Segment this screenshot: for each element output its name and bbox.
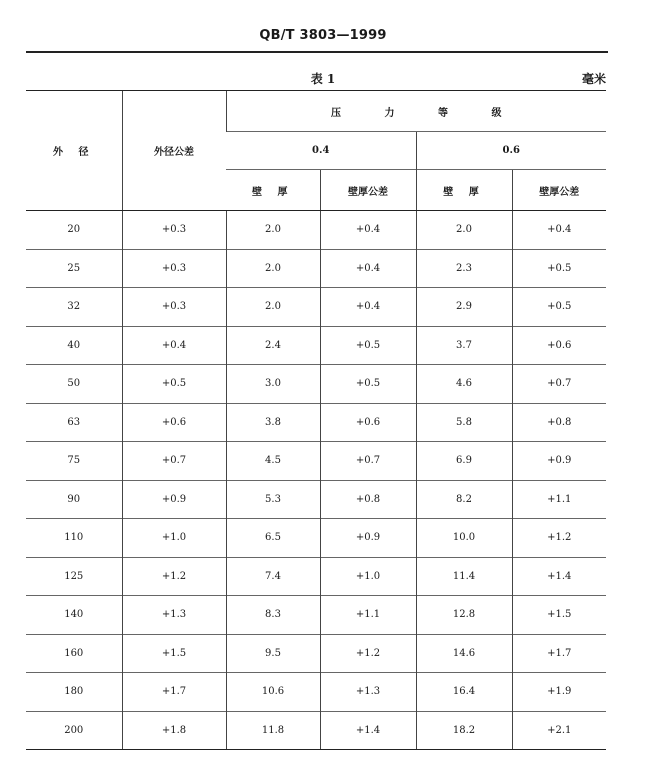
wall-tolerance-0-6-cell: +2.1 xyxy=(512,711,606,750)
outer-diameter-header: 外 径 xyxy=(26,91,122,211)
table-row xyxy=(26,634,606,673)
wall-tolerance-0-4-cell: +0.9 xyxy=(320,519,416,558)
od-tolerance-cell: +0.3 xyxy=(122,288,226,327)
grade-0-6-header: 0.6 xyxy=(416,132,606,170)
wall-thickness-0-4-cell: 2.0 xyxy=(226,288,320,327)
outer-diameter-cell: 125 xyxy=(26,557,122,596)
wall-tolerance-0-4-cell: +0.4 xyxy=(320,211,416,250)
wall-tolerance-0-6-cell: +1.1 xyxy=(512,480,606,519)
wall-tolerance-0-6-cell: +0.5 xyxy=(512,249,606,288)
od-tolerance-cell: +0.3 xyxy=(122,249,226,288)
od-tolerance-cell: +0.5 xyxy=(122,365,226,404)
wall-thickness-0-4-cell: 8.3 xyxy=(226,596,320,635)
wall-tolerance-0-6-cell: +1.9 xyxy=(512,673,606,712)
table-row xyxy=(26,596,606,635)
od-tolerance-cell: +0.7 xyxy=(122,442,226,481)
wall-thickness-0-4-cell: 7.4 xyxy=(226,557,320,596)
unit-label: 毫米 xyxy=(581,72,606,86)
od-tolerance-cell: +1.8 xyxy=(122,711,226,750)
wall-tolerance-0-6-cell: +0.6 xyxy=(512,326,606,365)
wall-thickness-0-6-cell: 16.4 xyxy=(416,673,512,712)
wall-thickness-0-6-cell: 4.6 xyxy=(416,365,512,404)
outer-diameter-cell: 63 xyxy=(26,403,122,442)
wall-tolerance-0-4-cell: +1.0 xyxy=(320,557,416,596)
pressure-grade-header: 压 力 等 级 xyxy=(226,91,606,132)
wall-tolerance-0-4-cell: +0.4 xyxy=(320,249,416,288)
wall-tolerance-0-6-cell: +1.5 xyxy=(512,596,606,635)
table-caption: 表 1 xyxy=(310,72,336,86)
od-tolerance-cell: +0.9 xyxy=(122,480,226,519)
wall-tolerance-0-6-cell: +0.9 xyxy=(512,442,606,481)
wall-tolerance-0-6-cell: +0.4 xyxy=(512,211,606,250)
wall-tolerance-0-4-cell: +0.8 xyxy=(320,480,416,519)
outer-diameter-cell: 40 xyxy=(26,326,122,365)
wall-thickness-0-6-cell: 11.4 xyxy=(416,557,512,596)
table-row xyxy=(26,442,606,481)
od-tolerance-cell: +0.6 xyxy=(122,403,226,442)
wall-thickness-0-6-cell: 18.2 xyxy=(416,711,512,750)
wall-tolerance-0-4-cell: +0.5 xyxy=(320,365,416,404)
outer-diameter-cell: 140 xyxy=(26,596,122,635)
wall-tolerance-0-4-cell: +0.7 xyxy=(320,442,416,481)
wall-thickness-0-4-cell: 5.3 xyxy=(226,480,320,519)
od-tolerance-cell: +1.2 xyxy=(122,557,226,596)
table-row xyxy=(26,673,606,712)
wall-tolerance-header-0-6: 壁厚公差 xyxy=(512,170,606,211)
wall-thickness-0-4-cell: 10.6 xyxy=(226,673,320,712)
od-tolerance-cell: +1.3 xyxy=(122,596,226,635)
table-row xyxy=(26,403,606,442)
wall-thickness-0-6-cell: 2.0 xyxy=(416,211,512,250)
outer-diameter-cell: 110 xyxy=(26,519,122,558)
outer-diameter-cell: 32 xyxy=(26,288,122,327)
header-rule xyxy=(26,51,608,53)
wall-thickness-0-6-cell: 5.8 xyxy=(416,403,512,442)
wall-tolerance-0-6-cell: +1.7 xyxy=(512,634,606,673)
outer-diameter-cell: 20 xyxy=(67,224,81,236)
od-tolerance-header: 外径公差 xyxy=(122,91,226,211)
table-row xyxy=(26,249,606,288)
wall-thickness-header-0-6: 壁 厚 xyxy=(416,170,512,211)
table-row xyxy=(26,480,606,519)
wall-tolerance-0-6-cell: +0.8 xyxy=(512,403,606,442)
wall-thickness-0-6-cell: 3.7 xyxy=(416,326,512,365)
wall-thickness-0-6-cell: 6.9 xyxy=(416,442,512,481)
table-row xyxy=(26,211,606,250)
outer-diameter-cell: 25 xyxy=(26,249,122,288)
table-row xyxy=(26,557,606,596)
wall-thickness-header-0-4: 壁 厚 xyxy=(226,170,320,211)
wall-thickness-0-4-cell: 9.5 xyxy=(226,634,320,673)
wall-tolerance-0-6-cell: +0.7 xyxy=(512,365,606,404)
standard-code: QB/T 3803—1999 xyxy=(259,28,387,43)
wall-thickness-0-4-cell: 2.4 xyxy=(226,326,320,365)
table-row xyxy=(26,288,606,327)
wall-thickness-0-6-cell: 10.0 xyxy=(416,519,512,558)
wall-thickness-0-4-cell: 11.8 xyxy=(226,711,320,750)
wall-thickness-0-4-cell: 2.0 xyxy=(226,249,320,288)
od-tolerance-cell: +1.5 xyxy=(122,634,226,673)
od-tolerance-cell: +1.0 xyxy=(122,519,226,558)
wall-tolerance-0-6-cell: +0.5 xyxy=(512,288,606,327)
wall-tolerance-0-4-cell: +0.5 xyxy=(320,326,416,365)
wall-thickness-0-4-cell: 4.5 xyxy=(226,442,320,481)
wall-tolerance-0-4-cell: +1.1 xyxy=(320,596,416,635)
outer-diameter-cell: 90 xyxy=(26,480,122,519)
wall-thickness-0-4-cell: 6.5 xyxy=(226,519,320,558)
wall-thickness-0-4-cell: 2.0 xyxy=(226,211,320,250)
wall-thickness-0-4-cell: 3.8 xyxy=(226,403,320,442)
od-tolerance-cell: +0.3 xyxy=(122,211,226,250)
spec-table xyxy=(26,90,606,750)
outer-diameter-cell: 180 xyxy=(26,673,122,712)
wall-tolerance-0-4-cell: +0.4 xyxy=(320,288,416,327)
wall-tolerance-0-6-cell: +1.2 xyxy=(512,519,606,558)
outer-diameter-cell: 200 xyxy=(26,711,122,750)
outer-diameter-cell: 160 xyxy=(26,634,122,673)
wall-thickness-0-6-cell: 2.9 xyxy=(416,288,512,327)
table-row xyxy=(26,519,606,558)
od-tolerance-cell: +0.4 xyxy=(122,326,226,365)
wall-thickness-0-6-cell: 2.3 xyxy=(416,249,512,288)
od-tolerance-cell: +1.7 xyxy=(122,673,226,712)
wall-tolerance-0-4-cell: +1.4 xyxy=(320,711,416,750)
wall-tolerance-0-4-cell: +1.3 xyxy=(320,673,416,712)
grade-0-4-header: 0.4 xyxy=(226,132,416,170)
table-row xyxy=(26,326,606,365)
wall-thickness-0-6-cell: 8.2 xyxy=(416,480,512,519)
wall-thickness-0-6-cell: 14.6 xyxy=(416,634,512,673)
wall-tolerance-0-6-cell: +1.4 xyxy=(512,557,606,596)
outer-diameter-cell: 50 xyxy=(26,365,122,404)
outer-diameter-cell: 75 xyxy=(26,442,122,481)
wall-thickness-0-4-cell: 3.0 xyxy=(226,365,320,404)
table-row xyxy=(26,365,606,404)
table-row xyxy=(26,711,606,750)
wall-tolerance-0-4-cell: +1.2 xyxy=(320,634,416,673)
wall-tolerance-header-0-4: 壁厚公差 xyxy=(320,170,416,211)
wall-tolerance-0-4-cell: +0.6 xyxy=(320,403,416,442)
wall-thickness-0-6-cell: 12.8 xyxy=(416,596,512,635)
